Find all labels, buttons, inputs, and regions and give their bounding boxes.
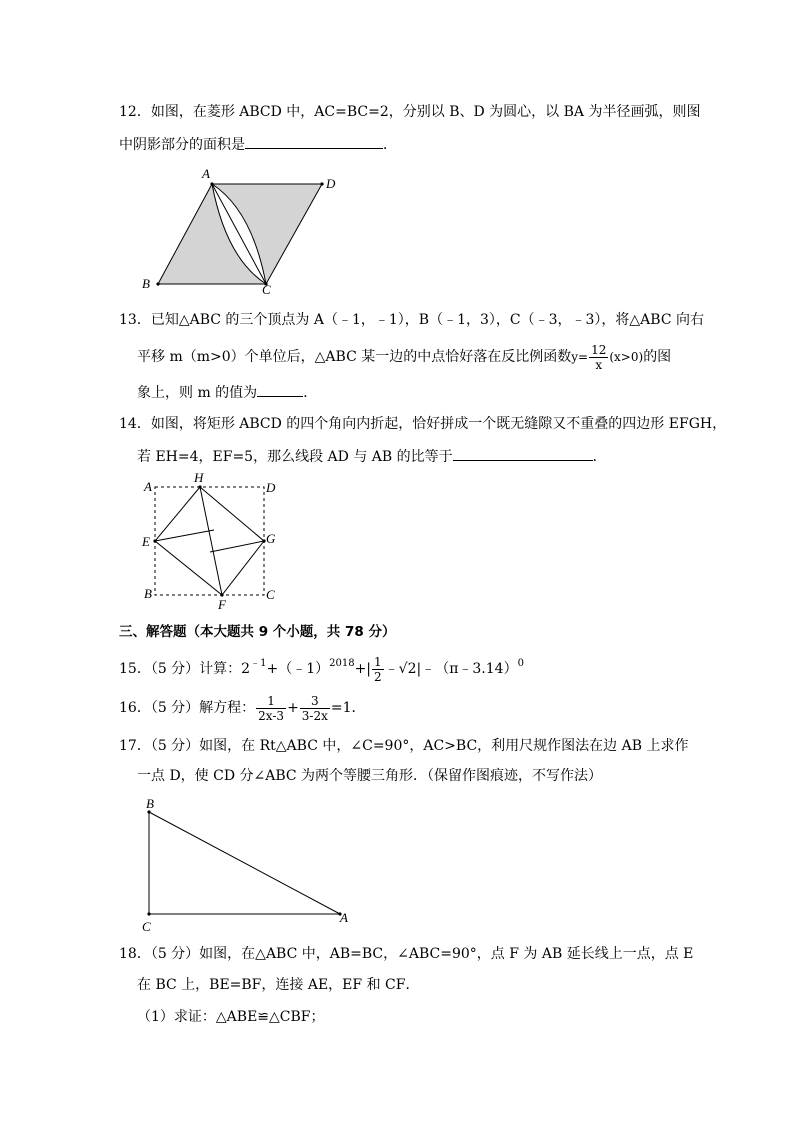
q16-fraction-1: $\frac{1}{2x-3}$ [258,693,285,723]
q13-func-cond: (x>0) [609,350,644,364]
q12-label-b: B [142,276,150,291]
q14-label-e: E [142,534,150,549]
q17-line1: 17．（5 分）如图，在 Rt△ABC 中，∠C=90°，AC>BC，利用尺规作图法在边 AB 上求作 [119,738,689,754]
q12-line1: 12．如图，在菱形 ABCD 中，AC=BC=2，分别以 B、D 为圆心，以 BA 为半径画弧，则图 [119,104,701,120]
q13-answer-blank [257,382,303,397]
q12-text: 中阴影部分的面积是 [119,137,245,153]
q13-line3: 象上，则 m 的值为 ． [137,382,317,403]
q18-line3: （1）求证：△ABE≌△CBF； [137,1009,325,1025]
q14-label-a: A [144,479,152,494]
q18-line2: 在 BC 上，BE=BF，连接 AE，EF 和 CF． [137,977,420,993]
q12-label-a: A [202,166,210,181]
q14-line2-text: 若 EH=4，EF=5，那么线段 AD 与 AB 的比等于 [137,449,453,465]
q17-label-a: A [340,910,348,925]
q14-label-h: H [194,470,204,485]
q12-answer-blank [245,134,383,149]
q12-rhombus-figure [138,166,338,296]
q12-line2 [119,134,397,155]
q16-fraction-2: $\frac{3}{3-2x}$ [301,693,328,723]
q13-func-fraction: $\frac{12}{x}$ [591,342,607,372]
q17-triangle-figure [138,794,358,936]
q17-label-b: B [146,796,154,811]
q12-label-c: C [262,282,271,296]
q15-fraction: $\frac{1}{2}$ [374,654,382,684]
q15-line: 15．（5 分）计算：$2^{﹣1}+(﹣1)^{2018}+|$ $\frac{1}{2}$ ﹣√2|﹣（π﹣3.14）$^0$ [119,654,524,684]
q14-label-c: C [266,587,275,602]
q13-line2-end: 的图 [643,349,672,365]
q13-line2 [137,340,671,374]
q14-line1: 14．如图，将矩形 ABCD 的四个角向内折起，恰好拼成一个既无缝隙又不重叠的四边形 EFGH， [119,416,727,432]
q13-line3-text: 象上，则 m 的值为 [137,385,258,401]
q14-rectangle-figure [140,470,290,612]
q14-label-b: B [144,586,152,601]
q14-label-d: D [266,480,276,495]
q14-answer-blank [453,446,593,461]
q17-line2: 一点 D，使 CD 分∠ABC 为两个等腰三角形．（保留作图痕迹，不写作法） [137,768,603,784]
q13-line1: 13．已知△ABC 的三个顶点为 A（﹣1，﹣1），B（﹣1，3），C（﹣3，﹣3），将△ABC 向右 [119,312,704,328]
q12-period: ． [383,137,397,153]
q16-line: 16．（5 分）解方程： $\frac{1}{2x-3}$ + $\frac{3}{3-2x}$ =1． [119,693,366,723]
q13-func-y: y= [571,350,589,364]
q12-label-d: D [326,176,336,191]
q17-label-c: C [142,919,151,934]
q14-label-g: G [266,531,276,546]
section-3-heading: 三、解答题（本大题共 9 个小题，共 78 分） [119,624,396,640]
q13-line2-text: 平移 m（m>0）个单位后，△ABC 某一边的中点恰好落在反比例函数 [137,349,572,365]
q18-line1: 18．（5 分）如图，在△ABC 中，AB=BC，∠ABC=90°，点 F 为 AB 延长线上一点，点 E [119,946,694,962]
q14-label-f: F [218,597,226,612]
q14-line2: 若 EH=4，EF=5，那么线段 AD 与 AB 的比等于 ． [137,446,607,467]
